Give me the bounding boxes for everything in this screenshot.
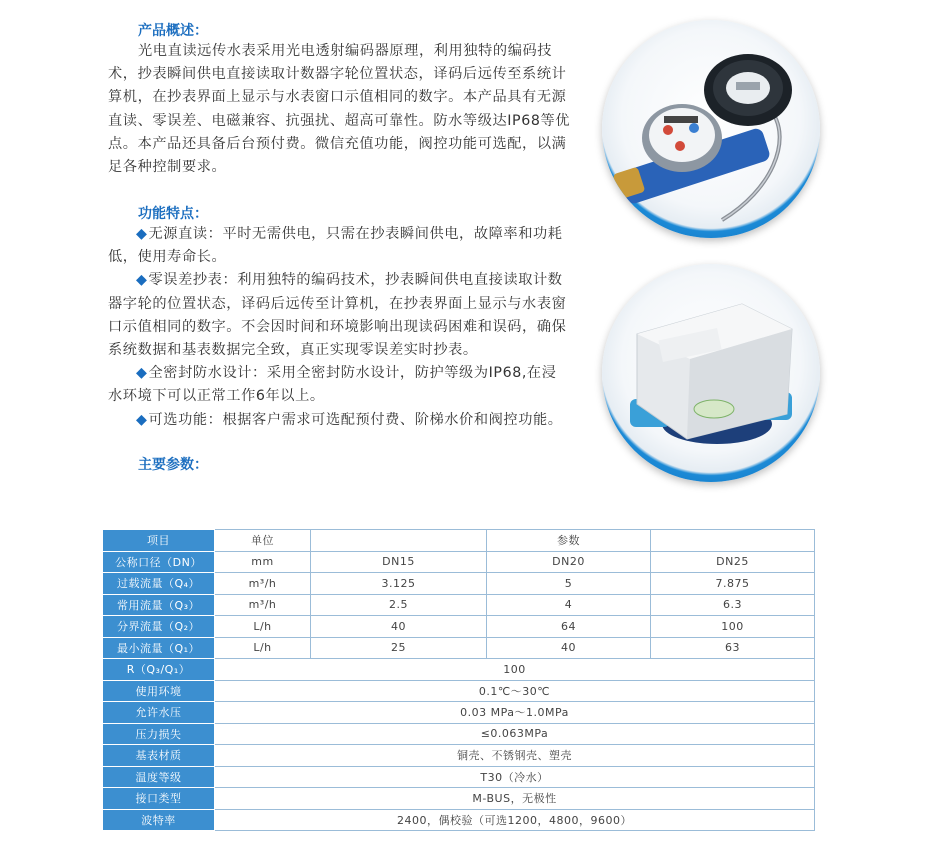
row-value: DN15 bbox=[311, 551, 487, 573]
row-label: 压力损失 bbox=[103, 723, 215, 745]
header-params: 参数 bbox=[487, 530, 651, 552]
parameter-table bbox=[102, 529, 815, 831]
row-unit: m³/h bbox=[215, 573, 311, 595]
feature-line: 系统数据和基表数据完全致，真正实现零误差实时抄表。 bbox=[108, 342, 478, 359]
row-value: 40 bbox=[487, 637, 651, 659]
table-header-row bbox=[103, 530, 815, 552]
row-unit: L/h bbox=[215, 616, 311, 638]
diamond-bullet-icon: ◆ bbox=[136, 411, 148, 428]
water-meter-open-lid-icon bbox=[602, 20, 820, 238]
table-row bbox=[103, 702, 815, 724]
table-row bbox=[103, 680, 815, 702]
feature-item bbox=[108, 409, 586, 432]
row-label: 接口类型 bbox=[103, 788, 215, 810]
overview-line: 光电直读远传水表采用光电透射编码器原理，利用独特的编码技 bbox=[138, 43, 553, 59]
feature-line: 器字轮的位置状态，译码后远传至计算机，在抄表界面上显示与水表窗 bbox=[108, 295, 567, 312]
table-row bbox=[103, 616, 815, 638]
header-empty bbox=[651, 530, 815, 552]
table-row bbox=[103, 723, 815, 745]
row-value: 6.3 bbox=[651, 594, 815, 616]
table-row bbox=[103, 788, 815, 810]
row-value: 5 bbox=[487, 573, 651, 595]
row-value: ≤0.063MPa bbox=[215, 723, 815, 745]
table-row bbox=[103, 659, 815, 681]
row-value: 0.1℃～30℃ bbox=[215, 680, 815, 702]
header-item: 项目 bbox=[103, 530, 215, 552]
feature-item bbox=[108, 269, 586, 362]
row-value: 7.875 bbox=[651, 573, 815, 595]
row-value: 2.5 bbox=[311, 594, 487, 616]
feature-line: 口示值相同的数字。不会因时间和环境影响出现读码困难和误码，确保 bbox=[108, 318, 567, 335]
row-label: 常用流量（Q₃） bbox=[103, 594, 215, 616]
row-label: 波特率 bbox=[103, 809, 215, 831]
table-row bbox=[103, 551, 815, 573]
row-label: 基表材质 bbox=[103, 745, 215, 767]
feature-line: 水环境下可以正常工作6年以上。 bbox=[108, 388, 325, 405]
diamond-bullet-icon: ◆ bbox=[136, 226, 148, 242]
row-label: 使用环境 bbox=[103, 680, 215, 702]
feature-line: 低，使用寿命长。 bbox=[108, 249, 227, 266]
overview-line: 足各种控制要求。 bbox=[108, 159, 227, 176]
row-value: M-BUS，无极性 bbox=[215, 788, 815, 810]
row-unit: m³/h bbox=[215, 594, 311, 616]
row-value: 0.03 MPa～1.0MPa bbox=[215, 702, 815, 724]
feature-line: 零误差抄表：利用独特的编码技术，抄表瞬间供电直接读取计数 bbox=[148, 272, 563, 289]
water-meter-module-icon bbox=[602, 264, 820, 482]
row-value: 铜壳、不锈钢壳、塑壳 bbox=[215, 745, 815, 767]
row-value: 40 bbox=[311, 616, 487, 638]
table-row bbox=[103, 594, 815, 616]
features-heading: 功能特点： bbox=[138, 206, 208, 222]
diamond-bullet-icon: ◆ bbox=[136, 272, 148, 289]
row-unit: L/h bbox=[215, 637, 311, 659]
row-value: 25 bbox=[311, 637, 487, 659]
row-value: 100 bbox=[651, 616, 815, 638]
row-value: 63 bbox=[651, 637, 815, 659]
table-row bbox=[103, 745, 815, 767]
feature-line: 无源直读：平时无需供电，只需在抄表瞬间供电，故障率和功耗 bbox=[148, 226, 563, 242]
diamond-bullet-icon: ◆ bbox=[136, 365, 148, 382]
feature-line: 可选功能：根据客户需求可选配预付费、阶梯水价和阀控功能。 bbox=[148, 411, 563, 428]
header-unit: 单位 bbox=[215, 530, 311, 552]
row-value: DN25 bbox=[651, 551, 815, 573]
table-row bbox=[103, 766, 815, 788]
table-row bbox=[103, 637, 815, 659]
row-label: 分界流量（Q₂） bbox=[103, 616, 215, 638]
row-value: 64 bbox=[487, 616, 651, 638]
row-label: 最小流量（Q₁） bbox=[103, 637, 215, 659]
feature-line: 全密封防水设计：采用全密封防水设计，防护等级为IP68,在浸 bbox=[148, 365, 557, 382]
feature-item bbox=[108, 223, 586, 269]
overview-heading: 产品概述： bbox=[138, 23, 208, 39]
row-unit: mm bbox=[215, 551, 311, 573]
feature-item bbox=[108, 362, 586, 408]
header-empty bbox=[311, 530, 487, 552]
table-row bbox=[103, 809, 815, 831]
row-value: 2400，偶校验（可选1200，4800，9600） bbox=[215, 809, 815, 831]
overview-line: 点。本产品还具备后台预付费。微信充值功能，阀控功能可选配，以满 bbox=[108, 135, 567, 152]
overview-line: 算机，在抄表界面上显示与水表窗口示值相同的数字。本产品具有无源 bbox=[108, 89, 567, 106]
row-value: 4 bbox=[487, 594, 651, 616]
row-label: R（Q₃/Q₁） bbox=[103, 659, 215, 681]
overview-line: 术，抄表瞬间供电直接读取计数器字轮位置状态，译码后远传至系统计 bbox=[108, 66, 567, 83]
row-label: 允许水压 bbox=[103, 702, 215, 724]
row-label: 温度等级 bbox=[103, 766, 215, 788]
features-list bbox=[108, 223, 586, 432]
row-value: 3.125 bbox=[311, 573, 487, 595]
table-row bbox=[103, 573, 815, 595]
overview-line: 直读、零误差、电磁兼容、抗强扰、超高可靠性。防水等级达IP68等优 bbox=[108, 112, 571, 129]
params-heading: 主要参数： bbox=[138, 457, 208, 473]
row-value: 100 bbox=[215, 659, 815, 681]
row-value: DN20 bbox=[487, 551, 651, 573]
row-label: 公称口径（DN） bbox=[103, 551, 215, 573]
overview-paragraph bbox=[108, 40, 586, 179]
row-label: 过载流量（Q₄） bbox=[103, 573, 215, 595]
row-value: T30（冷水） bbox=[215, 766, 815, 788]
